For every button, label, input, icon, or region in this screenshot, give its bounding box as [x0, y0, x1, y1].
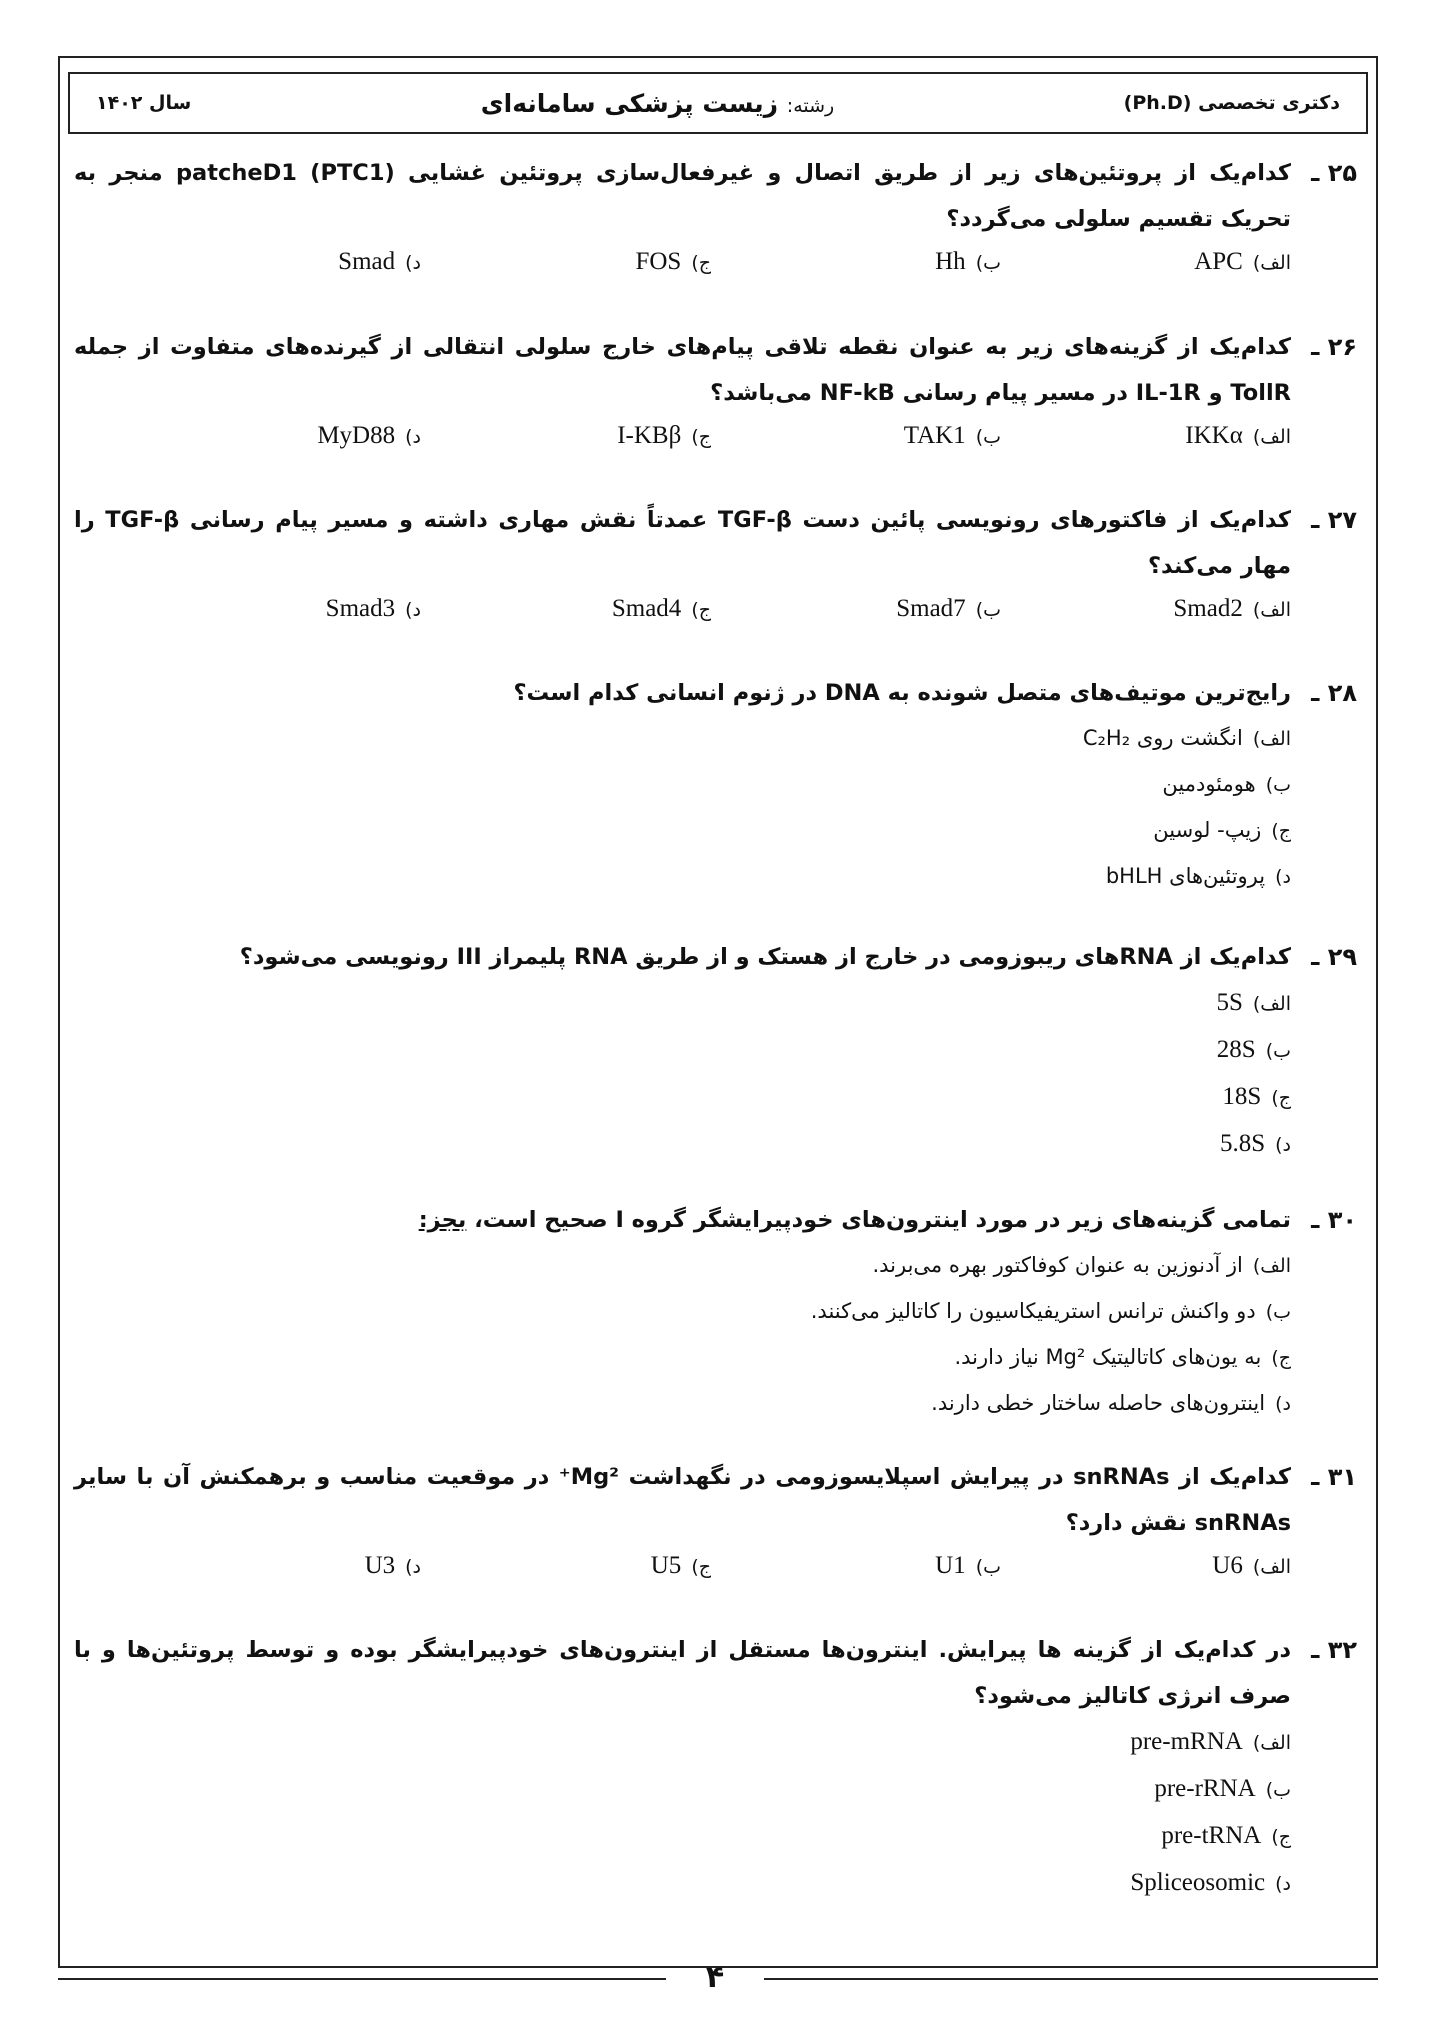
option-b[interactable]: ب)pre-rRNA [1154, 1775, 1291, 1802]
option-c[interactable]: ج)Smad4 [611, 595, 711, 622]
field-label: رشته: [786, 94, 835, 117]
option-a[interactable]: الف)از آدنوزین به عنوان کوفاکتور بهره می‌برند. [872, 1253, 1291, 1277]
question-number: ۲۹ ـ [1311, 943, 1357, 971]
page-number: ۴ [705, 1960, 725, 1995]
question-text: رایج‌ترین موتیف‌های متصل شونده به DNA در ژنوم انسانی کدام است؟ [513, 680, 1291, 706]
options-list [74, 1243, 1291, 1427]
option-a[interactable]: الف)IKKα [1185, 422, 1291, 449]
question-31 [74, 1454, 1357, 1587]
options-row [74, 1546, 1291, 1587]
exam-header [68, 72, 1368, 134]
question-text: کدام‌یک از پروتئین‌های زیر از طریق اتصال و غیرفعال‌سازی پروتئین غشایی patcheD1 (PTC1) منجر به تحریک تقسیم سلولی می‌گردد؟ [74, 160, 1291, 232]
question-text: در کدام‌یک از گزینه ها پیرایش. اینترون‌ها مستقل از اینترون‌های خودپیرایشگر بوده و توسط پروتئین‌ها و با صرف انرژی کاتالیز می‌شود؟ [74, 1637, 1291, 1709]
question-26 [74, 324, 1357, 457]
question-29 [74, 934, 1357, 1168]
option-b[interactable]: ب)Hh [935, 248, 1001, 275]
question-number: ۲۶ ـ [1311, 333, 1357, 361]
option-c[interactable]: ج)به یون‌های کاتالیتیک Mg² نیاز دارند. [954, 1345, 1291, 1369]
option-a[interactable]: الف)Smad2 [1173, 595, 1291, 622]
question-text: کدام‌یک از گزینه‌های زیر به عنوان نقطه تلاقی پیام‌های خارج سلولی انتقالی از گیرنده‌های متفاوت از جمله TollR و IL-1R در مسیر پیام رسانی NF-kB می‌باشد؟ [74, 334, 1291, 406]
exam-year: سال ۱۴۰۲ [96, 92, 192, 114]
question-32 [74, 1627, 1357, 1907]
options-row [74, 416, 1291, 457]
question-text: کدام‌یک از snRNAs در پیرایش اسپلایسوزومی در نگهداشت Mg²⁺ در موقعیت مناسب و برهمکنش آن با سایر snRNAs نقش دارد؟ [74, 1464, 1291, 1536]
question-text: کدام‌یک از RNAهای ریبوزومی در خارج از هستک و از طریق RNA پلیمراز III رونویسی می‌شود؟ [239, 944, 1291, 970]
option-b[interactable]: ب)U1 [935, 1552, 1001, 1579]
option-a[interactable]: الف)pre-mRNA [1130, 1728, 1291, 1755]
field-title [481, 89, 834, 118]
option-b[interactable]: ب)Smad7 [896, 595, 1001, 622]
option-c[interactable]: ج)pre-tRNA [1161, 1822, 1291, 1849]
option-a[interactable]: الف)5S [1216, 989, 1291, 1016]
question-28 [74, 670, 1357, 900]
question-number: ۲۷ ـ [1311, 506, 1357, 534]
question-number: ۲۵ ـ [1311, 159, 1357, 187]
options-list [74, 1719, 1291, 1907]
option-c[interactable]: ج)زیپ- لوسین [1153, 818, 1291, 842]
option-d[interactable]: د)Smad [338, 248, 421, 275]
option-d[interactable]: د)اینترون‌های حاصله ساختار خطی دارند. [931, 1391, 1291, 1415]
footer-rule-right [764, 1978, 1378, 1980]
option-b[interactable]: ب)TAK1 [903, 422, 1001, 449]
option-c[interactable]: ج)18S [1222, 1083, 1291, 1110]
option-d[interactable]: د)U3 [364, 1552, 421, 1579]
option-c[interactable]: ج)U5 [650, 1552, 711, 1579]
option-d[interactable]: د)Smad3 [325, 595, 421, 622]
option-b[interactable]: ب)28S [1216, 1036, 1291, 1063]
option-b[interactable]: ب)هومئودمین [1162, 772, 1291, 796]
option-d[interactable]: د)MyD88 [317, 422, 421, 449]
question-number: ۲۸ ـ [1311, 679, 1357, 707]
option-d[interactable]: د)5.8S [1219, 1130, 1291, 1157]
question-number: ۳۲ ـ [1311, 1636, 1357, 1664]
option-a[interactable]: الف)APC [1194, 248, 1291, 275]
footer-rule-left [58, 1978, 666, 1980]
options-row [74, 589, 1291, 630]
option-a[interactable]: الف)انگشت روی C₂H₂ [1082, 726, 1291, 750]
options-row [74, 242, 1291, 283]
question-number: ۳۱ ـ [1311, 1463, 1357, 1491]
option-d[interactable]: د)Spliceosomic [1130, 1869, 1291, 1896]
question-27 [74, 497, 1357, 630]
field-value: زیست پزشکی سامانه‌ای [480, 88, 779, 118]
question-number: ۳۰ ـ [1311, 1206, 1357, 1234]
option-b[interactable]: ب)دو واکنش ترانس استریفیکاسیون را کاتالیز می‌کنند. [810, 1299, 1291, 1323]
options-list [74, 716, 1291, 900]
question-30 [74, 1197, 1357, 1427]
question-text: تمامی گزینه‌های زیر در مورد اینترون‌های خودپیرایشگر گروه I صحیح است، بجز: [418, 1207, 1291, 1233]
option-c[interactable]: ج)I-KBβ [617, 422, 711, 449]
question-text: کدام‌یک از فاکتورهای رونویسی پائین دست TGF-β عمدتاً نقش مهاری داشته و مسیر پیام رسانی TGF-β را مهار می‌کند؟ [74, 507, 1291, 579]
degree-label: دکتری تخصصی (Ph.D) [1123, 92, 1340, 114]
exception-keyword: بجز: [418, 1207, 467, 1233]
option-d[interactable]: د)پروتئین‌های bHLH [1105, 864, 1291, 888]
option-a[interactable]: الف)U6 [1212, 1552, 1291, 1579]
option-c[interactable]: ج)FOS [635, 248, 711, 275]
options-list [74, 980, 1291, 1168]
question-25 [74, 150, 1357, 283]
